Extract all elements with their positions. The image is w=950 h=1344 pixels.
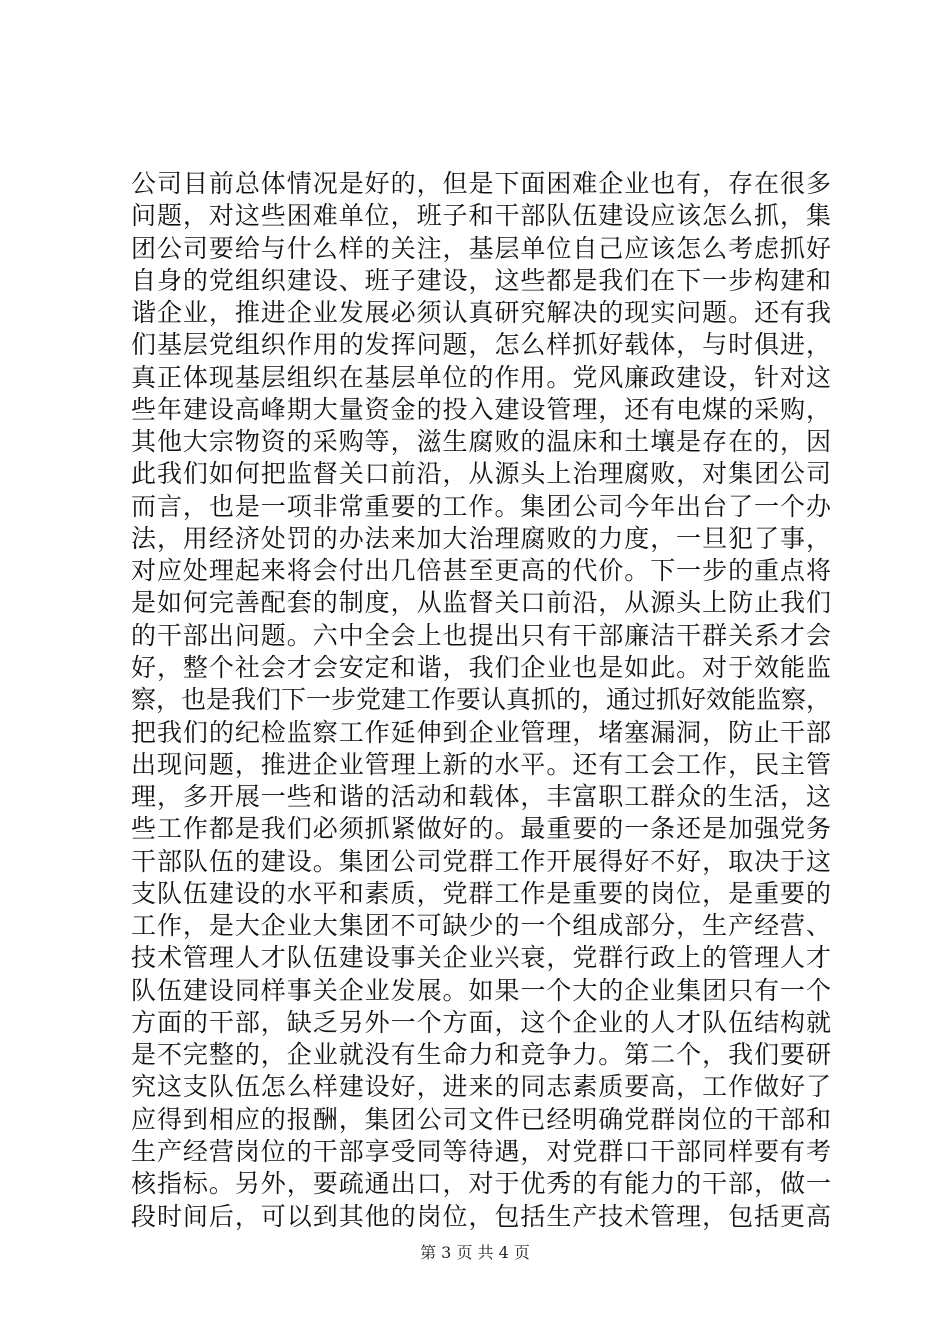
text-line: 察，也是我们下一步党建工作要认真抓的，通过抓好效能监察， bbox=[131, 685, 832, 715]
text-line: 团公司要给与什么样的关注，基层单位自己应该怎么考虑抓好 bbox=[131, 233, 831, 263]
text-line: 干部队伍的建设。集团公司党群工作开展得好不好，取决于这 bbox=[131, 846, 831, 876]
text-line: 支队伍建设的水平和素质，党群工作是重要的岗位，是重要的 bbox=[131, 878, 831, 908]
text-line: 段时间后，可以到其他的岗位，包括生产技术管理，包括更高 bbox=[131, 1201, 831, 1231]
text-line: 谐企业，推进企业发展必须认真研究解决的现实问题。还有我 bbox=[131, 298, 831, 328]
text-line: 些工作都是我们必须抓紧做好的。最重要的一条还是加强党务 bbox=[131, 814, 831, 844]
text-line: 队伍建设同样事关企业发展。如果一个大的企业集团只有一个 bbox=[131, 975, 831, 1005]
text-line: 的干部出问题。六中全会上也提出只有干部廉洁干群关系才会 bbox=[131, 620, 831, 650]
text-line: 自身的党组织建设、班子建设，这些都是我们在下一步构建和 bbox=[131, 265, 831, 295]
text-line: 其他大宗物资的采购等，滋生腐败的温床和土壤是存在的，因 bbox=[131, 427, 831, 457]
text-line: 公司目前总体情况是好的，但是下面困难企业也有，存在很多 bbox=[131, 169, 831, 198]
text-line: 是如何完善配套的制度，从监督关口前沿，从源头上防止我们 bbox=[131, 588, 831, 618]
text-line: 对应处理起来将会付出几倍甚至更高的代价。下一步的重点将 bbox=[131, 556, 831, 586]
text-line: 此我们如何把监督关口前沿，从源头上治理腐败，对集团公司 bbox=[131, 459, 831, 489]
text-line: 工作，是大企业大集团不可缺少的一个组成部分，生产经营、 bbox=[131, 911, 831, 941]
text-line: 技术管理人才队伍建设事关企业兴衰，党群行政上的管理人才 bbox=[131, 943, 831, 973]
text-line: 问题，对这些困难单位，班子和干部队伍建设应该怎么抓，集 bbox=[131, 201, 831, 231]
text-line: 方面的干部，缺乏另外一个方面，这个企业的人才队伍结构就 bbox=[131, 1007, 831, 1037]
body-paragraph bbox=[131, 168, 831, 1233]
text-line: 是不完整的，企业就没有生命力和竞争力。第二个，我们要研 bbox=[131, 1040, 831, 1070]
text-line: 出现问题，推进企业管理上新的水平。还有工会工作，民主管 bbox=[131, 749, 831, 779]
page-footer: 第 3 页 共 4 页 bbox=[420, 1243, 530, 1262]
text-line: 法，用经济处罚的办法来加大治理腐败的力度，一旦犯了事， bbox=[131, 523, 831, 553]
text-line: 些年建设高峰期大量资金的投入建设管理，还有电煤的采购， bbox=[131, 394, 831, 424]
text-line: 理，多开展一些和谐的活动和载体，丰富职工群众的生活，这 bbox=[131, 782, 831, 812]
text-line: 应得到相应的报酬，集团公司文件已经明确党群岗位的干部和 bbox=[131, 1104, 831, 1134]
text-line: 们基层党组织作用的发挥问题，怎么样抓好载体，与时俱进， bbox=[131, 330, 831, 360]
text-line: 究这支队伍怎么样建设好，进来的同志素质要高，工作做好了 bbox=[131, 1072, 831, 1102]
text-line: 把我们的纪检监察工作延伸到企业管理，堵塞漏洞，防止干部 bbox=[131, 717, 831, 747]
text-line: 核指标。另外，要疏通出口，对于优秀的有能力的干部，做一 bbox=[131, 1169, 831, 1199]
text-line: 好，整个社会才会安定和谐，我们企业也是如此。对于效能监 bbox=[131, 652, 831, 682]
text-line: 而言，也是一项非常重要的工作。集团公司今年出台了一个办 bbox=[131, 491, 831, 521]
text-line: 真正体现基层组织在基层单位的作用。党风廉政建设，针对这 bbox=[131, 362, 831, 392]
text-line: 生产经营岗位的干部享受同等待遇，对党群口干部同样要有考 bbox=[131, 1136, 831, 1166]
